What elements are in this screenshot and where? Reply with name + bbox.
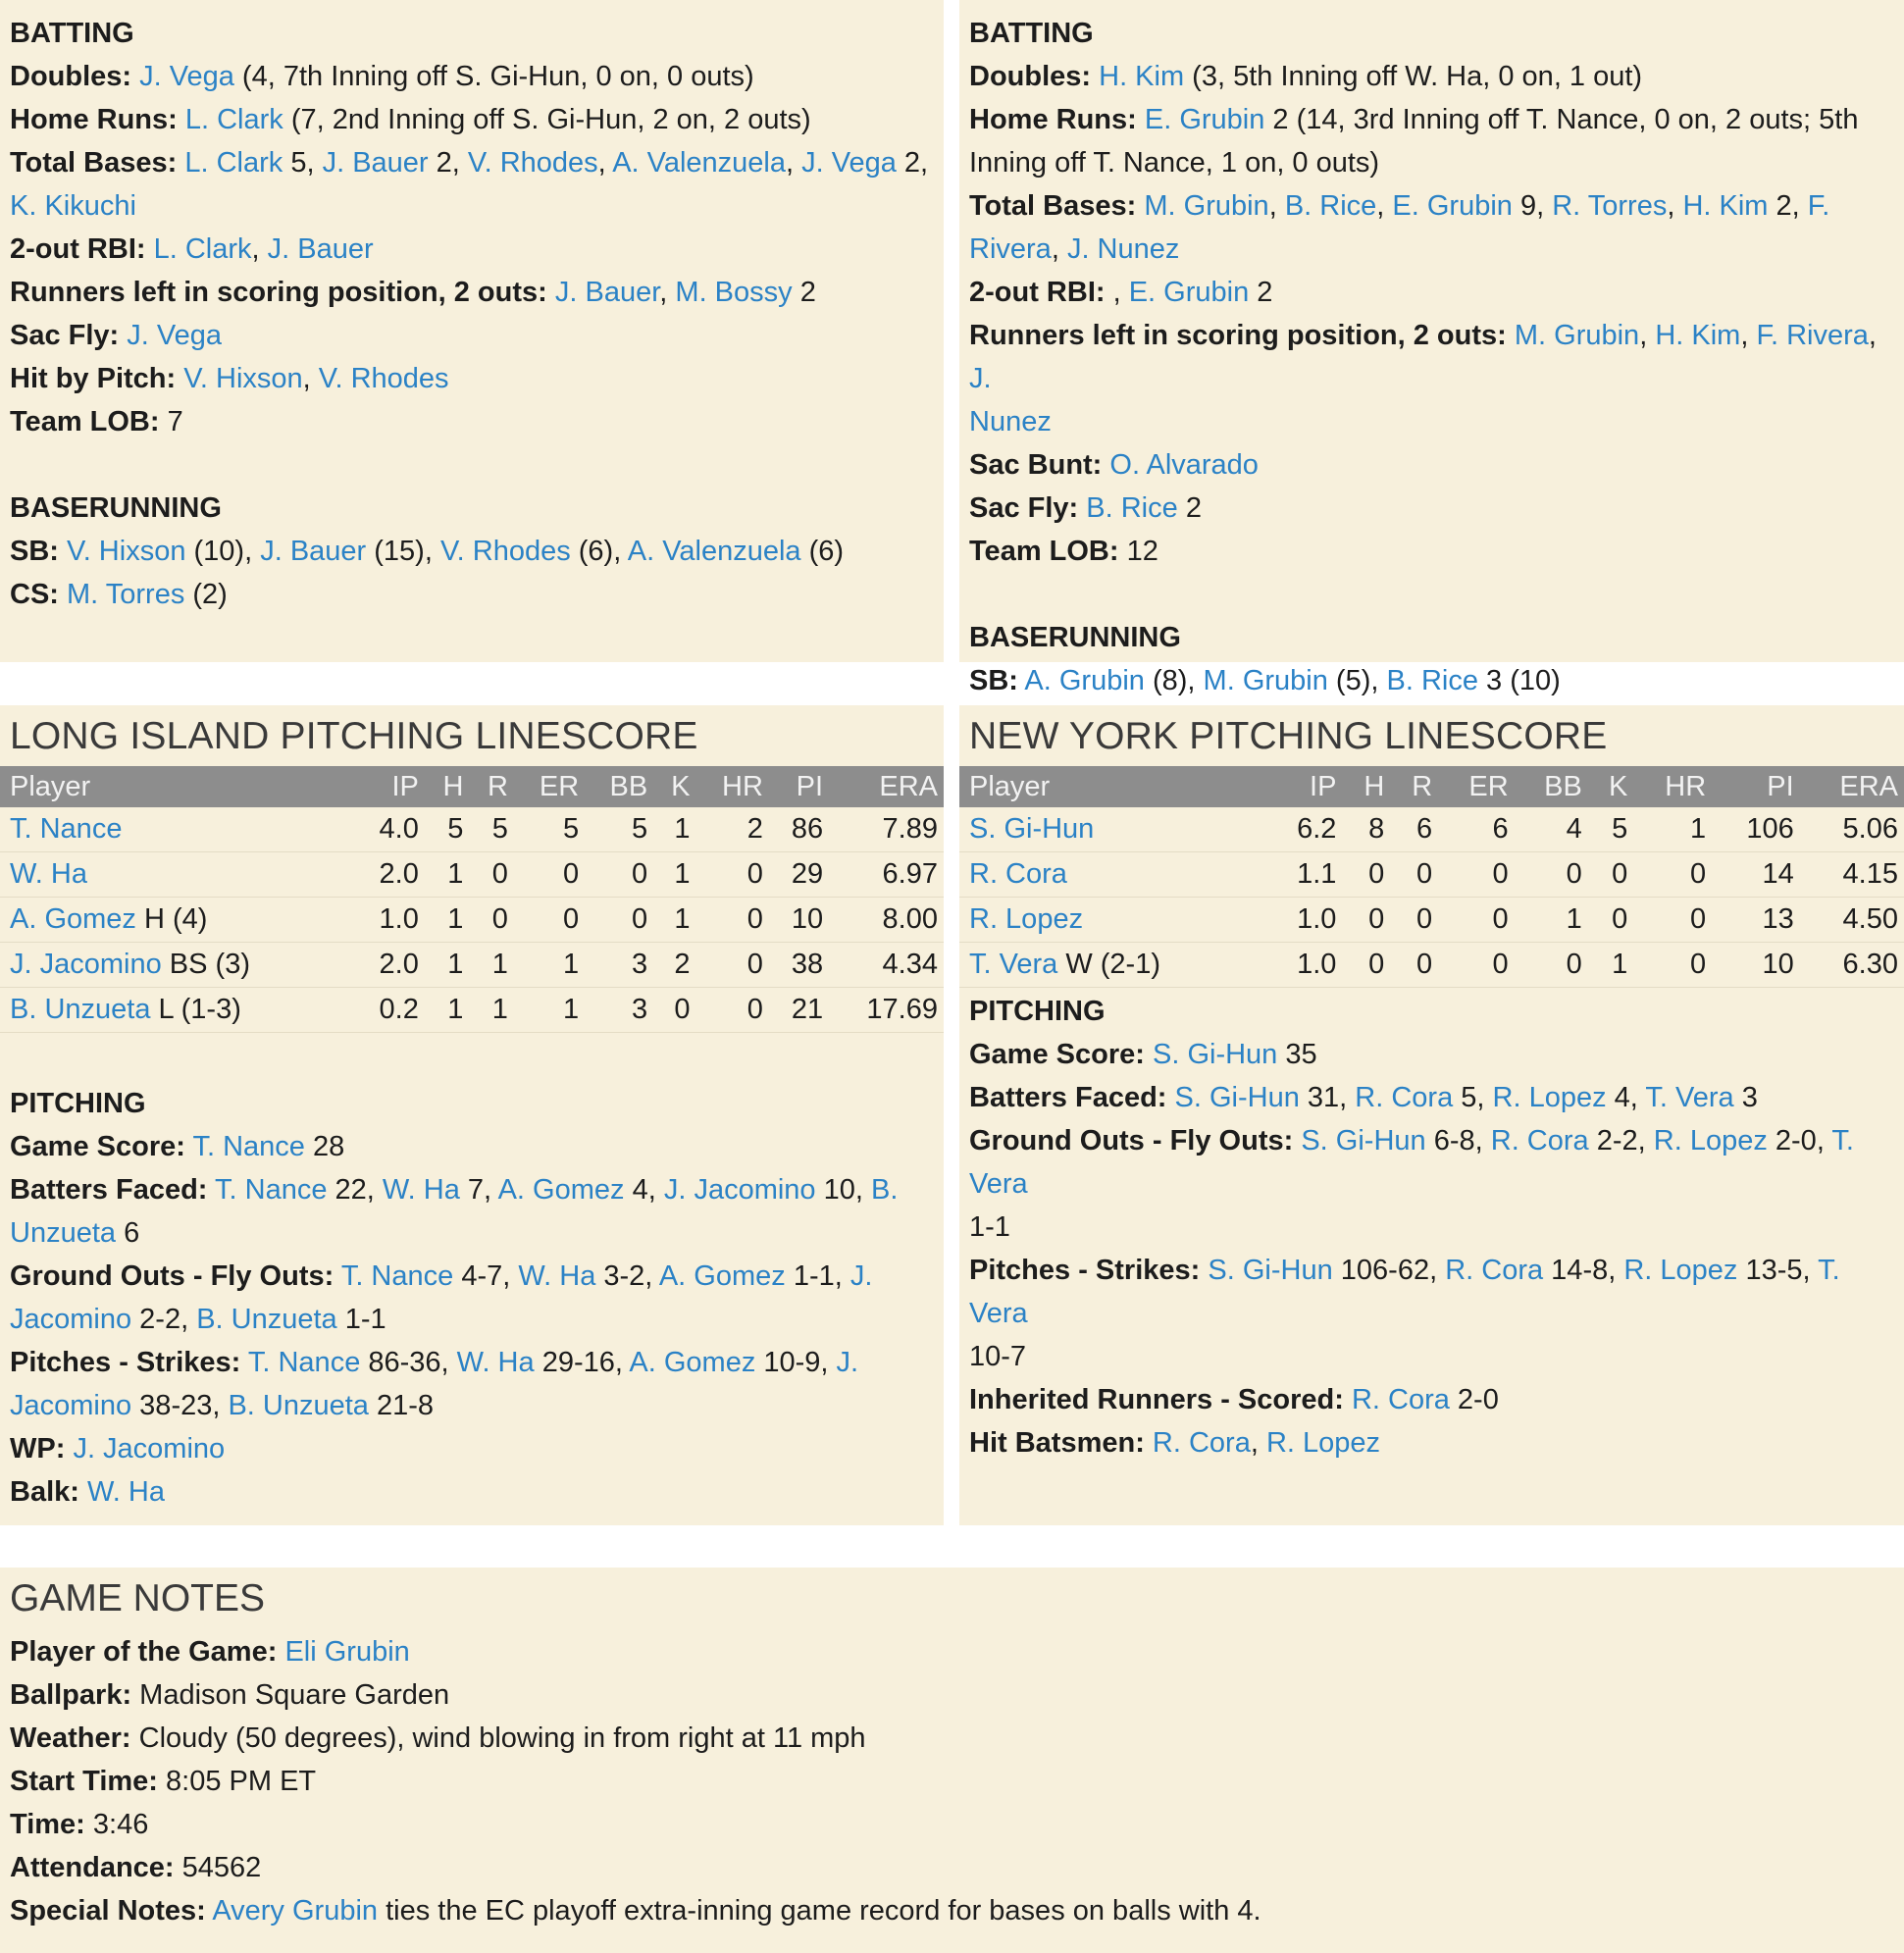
player-link[interactable]: J. Bauer	[267, 233, 374, 265]
stat-cell-k: 0	[1588, 852, 1633, 898]
team-lob-line: Team LOB: 7	[10, 406, 183, 437]
batting-title: BATTING	[969, 18, 1094, 49]
table-row	[959, 807, 1904, 852]
player-link[interactable]: H. Kim	[1655, 320, 1741, 351]
risp-line: Runners left in scoring position, 2 outs: J. Bauer, M. Bossy 2	[10, 277, 816, 308]
player-link[interactable]: J. Jacomino	[10, 949, 162, 980]
stat-cell-ip: 2.0	[354, 943, 425, 988]
stat-cell-pi: 106	[1712, 807, 1800, 852]
col-header[interactable]: PI	[1712, 766, 1800, 807]
stat-cell-er: 0	[514, 898, 585, 943]
player-link[interactable]: V. Hixson	[183, 363, 303, 394]
col-header[interactable]: Player	[0, 766, 354, 807]
player-link[interactable]: F. Rivera	[1756, 320, 1869, 351]
long-island-pitching-panel	[0, 705, 944, 1525]
ballpark-line: Ballpark: Madison Square Garden	[10, 1679, 450, 1711]
stat-cell-hr: 0	[1633, 852, 1712, 898]
player-of-game-line: Player of the Game: Eli Grubin	[10, 1636, 410, 1668]
baserunning-title: BASERUNNING	[969, 622, 1181, 653]
player-link[interactable]: R. Lopez	[1492, 1082, 1607, 1113]
player-link[interactable]: A. Gomez	[10, 903, 136, 935]
table-header-row	[0, 766, 944, 807]
player-link[interactable]: J. Nunez	[1066, 233, 1180, 265]
stat-cell-ip: 6.2	[1266, 807, 1343, 852]
player-cell	[959, 943, 1266, 988]
stat-cell-k: 1	[653, 898, 695, 943]
player-link[interactable]: T. Nance	[192, 1131, 305, 1162]
player-link[interactable]: W. Ha	[86, 1476, 165, 1508]
player-link[interactable]: M. Bossy	[675, 277, 793, 308]
player-link[interactable]: J. Vega	[801, 147, 897, 179]
total-bases-line: Total Bases: M. Grubin, B. Rice, E. Grubin 9, R. Torres, H. Kim 2, F.	[969, 190, 1830, 222]
stat-cell-h: 1	[425, 988, 470, 1033]
player-link[interactable]: W. Ha	[10, 858, 87, 890]
stat-cell-era: 6.30	[1800, 943, 1904, 988]
player-link[interactable]: J.	[836, 1347, 859, 1378]
stat-cell-pi: 29	[769, 852, 829, 898]
total-bases-line-cont	[10, 184, 934, 228]
stat-cell-era: 4.50	[1800, 898, 1904, 943]
pitching-linescore-table	[959, 766, 1904, 988]
player-link[interactable]: A. Valenzuela	[627, 536, 801, 567]
stat-cell-er: 1	[514, 943, 585, 988]
home-runs-line: Home Runs: E. Grubin 2 (14, 3rd Inning off T. Nance, 0 on, 2 outs; 5th	[969, 104, 1859, 135]
player-cell	[0, 807, 354, 852]
hit-by-pitch-line: Hit by Pitch: V. Hixson, V. Rhodes	[10, 363, 449, 394]
col-header[interactable]: ER	[1438, 766, 1515, 807]
inherited-runners-line: Inherited Runners - Scored: R. Cora 2-0	[969, 1384, 1499, 1415]
player-link[interactable]: O. Alvarado	[1109, 449, 1259, 481]
total-bases-line: Total Bases: L. Clark 5, J. Bauer 2, V. Rhodes, A. Valenzuela, J. Vega 2,	[10, 147, 929, 179]
player-link[interactable]: A. Gomez	[497, 1174, 625, 1206]
new-york-batting-panel	[959, 0, 1904, 696]
col-header[interactable]: R	[1390, 766, 1438, 807]
player-link[interactable]: R. Cora	[1445, 1255, 1544, 1286]
player-link[interactable]: W. Ha	[382, 1174, 460, 1206]
player-link[interactable]: K. Kikuchi	[10, 190, 136, 222]
player-cell	[0, 943, 354, 988]
stat-cell-era: 6.97	[829, 852, 944, 898]
new-york-pitching-panel	[959, 705, 1904, 1525]
player-link[interactable]: R. Cora	[1490, 1125, 1589, 1156]
player-link[interactable]: M. Grubin	[1144, 190, 1269, 222]
home-runs-line-cont: Inning off T. Nance, 1 on, 0 outs)	[969, 147, 1380, 179]
col-header[interactable]: HR	[695, 766, 768, 807]
player-link[interactable]: J.	[849, 1260, 873, 1292]
table-row	[959, 943, 1904, 988]
table-header-row	[959, 766, 1904, 807]
stat-cell-ip: 2.0	[354, 852, 425, 898]
player-link[interactable]: E. Grubin	[1392, 190, 1513, 222]
stat-cell-k: 1	[653, 852, 695, 898]
baserunning-title: BASERUNNING	[10, 492, 222, 524]
stat-cell-bb: 0	[585, 852, 653, 898]
player-link[interactable]: S. Gi-Hun	[1208, 1255, 1333, 1286]
long-island-batting-panel	[0, 0, 944, 662]
player-link[interactable]: L. Clark	[184, 104, 283, 135]
col-header[interactable]: K	[653, 766, 695, 807]
stat-cell-r: 6	[1390, 807, 1438, 852]
stat-cell-hr: 2	[695, 807, 768, 852]
stat-cell-hr: 0	[695, 943, 768, 988]
game-score-line: Game Score: S. Gi-Hun 35	[969, 1039, 1317, 1070]
stolen-bases-line: SB: V. Hixson (10), J. Bauer (15), V. Rhodes (6), A. Valenzuela (6)	[10, 536, 845, 567]
col-header[interactable]: K	[1588, 766, 1633, 807]
player-link[interactable]: V. Rhodes	[467, 147, 598, 179]
table-row	[0, 852, 944, 898]
stat-cell-ip: 1.0	[1266, 898, 1343, 943]
stat-cell-bb: 3	[585, 943, 653, 988]
stat-cell-ip: 0.2	[354, 988, 425, 1033]
doubles-line: Doubles: H. Kim (3, 5th Inning off W. Ha, 0 on, 1 out)	[969, 61, 1643, 92]
stat-cell-r: 0	[1390, 852, 1438, 898]
player-link[interactable]: S. Gi-Hun	[1152, 1039, 1278, 1070]
stat-cell-pi: 21	[769, 988, 829, 1033]
ground-fly-outs-line: Ground Outs - Fly Outs: S. Gi-Hun 6-8, R. Cora 2-2, R. Lopez 2-0, T. Vera	[969, 1125, 1854, 1200]
batting-title: BATTING	[10, 18, 134, 49]
player-link[interactable]: F.	[1807, 190, 1830, 222]
risp-line-cont	[969, 400, 1894, 443]
stat-cell-er: 6	[1438, 807, 1515, 852]
col-header[interactable]: IP	[1266, 766, 1343, 807]
stat-cell-k: 0	[1588, 898, 1633, 943]
stat-cell-hr: 0	[1633, 943, 1712, 988]
caught-stealing-line: CS: M. Torres (2)	[10, 579, 228, 610]
pitches-strikes-line-cont: Jacomino 38-23, B. Unzueta 21-8	[10, 1390, 435, 1421]
player-link[interactable]: Nunez	[969, 406, 1052, 437]
player-link[interactable]: J. Vega	[139, 61, 234, 92]
player-link[interactable]: Eli Grubin	[284, 1636, 410, 1668]
player-link[interactable]: T. Vera	[1645, 1082, 1734, 1113]
table-row	[959, 852, 1904, 898]
stat-cell-r: 0	[469, 852, 514, 898]
table-row	[959, 898, 1904, 943]
player-link[interactable]: T. Nance	[247, 1347, 361, 1378]
stat-cell-r: 0	[1390, 943, 1438, 988]
game-score-line: Game Score: T. Nance 28	[10, 1131, 345, 1162]
player-link[interactable]: A. Valenzuela	[612, 147, 786, 179]
player-link[interactable]: S. Gi-Hun	[1301, 1125, 1426, 1156]
stat-cell-bb: 3	[585, 988, 653, 1033]
stat-cell-hr: 1	[1633, 807, 1712, 852]
player-link[interactable]: B. Unzueta	[228, 1390, 369, 1421]
linescore-title: LONG ISLAND PITCHING LINESCORE	[10, 715, 698, 757]
col-header[interactable]: H	[1342, 766, 1390, 807]
player-link[interactable]: R. Lopez	[1265, 1427, 1381, 1459]
col-header[interactable]: ERA	[829, 766, 944, 807]
table-row	[0, 943, 944, 988]
stat-cell-r: 0	[1390, 898, 1438, 943]
attendance-line: Attendance: 54562	[10, 1852, 262, 1883]
stat-cell-ip: 1.0	[354, 898, 425, 943]
sac-bunt-line: Sac Bunt: O. Alvarado	[969, 449, 1259, 481]
stat-cell-pi: 13	[1712, 898, 1800, 943]
player-link[interactable]: M. Grubin	[1514, 320, 1640, 351]
stat-cell-k: 1	[653, 807, 695, 852]
player-link[interactable]: B. Rice	[1386, 665, 1478, 696]
ground-fly-outs-line-cont: Jacomino 2-2, B. Unzueta 1-1	[10, 1304, 386, 1335]
player-link[interactable]: W. Ha	[456, 1347, 535, 1378]
stat-cell-era: 4.34	[829, 943, 944, 988]
player-link[interactable]: T. Nance	[10, 813, 123, 845]
ground-fly-outs-line-cont: 1-1	[969, 1211, 1010, 1243]
stat-cell-bb: 0	[1515, 852, 1588, 898]
player-link[interactable]: S. Gi-Hun	[969, 813, 1095, 845]
pitches-strikes-line: Pitches - Strikes: S. Gi-Hun 106-62, R. Cora 14-8, R. Lopez 13-5, T. Vera	[969, 1255, 1840, 1329]
player-link[interactable]: W. Ha	[518, 1260, 596, 1292]
sac-fly-line: Sac Fly: J. Vega	[10, 320, 223, 351]
stat-cell-h: 1	[425, 943, 470, 988]
stat-cell-h: 5	[425, 807, 470, 852]
two-out-rbi-line: 2-out RBI: L. Clark, J. Bauer	[10, 233, 374, 265]
risp-line: Runners left in scoring position, 2 outs: M. Grubin, H. Kim, F. Rivera, J.	[969, 320, 1877, 394]
game-notes-title: GAME NOTES	[10, 1577, 266, 1619]
player-link[interactable]: T. Vera	[969, 949, 1058, 980]
pitches-strikes-line: Pitches - Strikes: T. Nance 86-36, W. Ha 29-16, A. Gomez 10-9, J.	[10, 1347, 859, 1378]
player-link[interactable]: Jacomino	[10, 1304, 132, 1335]
stat-cell-h: 1	[425, 852, 470, 898]
stat-cell-era: 5.06	[1800, 807, 1904, 852]
player-link[interactable]: Unzueta	[10, 1217, 117, 1249]
player-link[interactable]: T. Vera	[969, 1255, 1840, 1329]
player-link[interactable]: B.	[871, 1174, 899, 1206]
stat-cell-k: 1	[1588, 943, 1633, 988]
player-link[interactable]: R. Lopez	[1653, 1125, 1768, 1156]
col-header[interactable]: IP	[354, 766, 425, 807]
player-link[interactable]: L. Clark	[184, 147, 283, 179]
stat-cell-bb: 1	[1515, 898, 1588, 943]
player-link[interactable]: L. Clark	[153, 233, 252, 265]
stat-cell-r: 5	[469, 807, 514, 852]
col-header[interactable]: BB	[585, 766, 653, 807]
player-link[interactable]: S. Gi-Hun	[1174, 1082, 1300, 1113]
table-row	[0, 807, 944, 852]
total-bases-line-cont: Rivera, J. Nunez	[969, 233, 1180, 265]
stat-cell-er: 5	[514, 807, 585, 852]
stat-cell-pi: 10	[769, 898, 829, 943]
game-time-line: Time: 3:46	[10, 1809, 149, 1840]
stat-cell-hr: 0	[1633, 898, 1712, 943]
player-link[interactable]: Jacomino	[10, 1390, 132, 1421]
player-link[interactable]: R. Lopez	[1623, 1255, 1738, 1286]
batters-faced-line: Batters Faced: T. Nance 22, W. Ha 7, A. Gomez 4, J. Jacomino 10, B.	[10, 1174, 899, 1206]
hit-batsmen-line: Hit Batsmen: R. Cora, R. Lopez	[969, 1427, 1381, 1459]
weather-line: Weather: Cloudy (50 degrees), wind blowing in from right at 11 mph	[10, 1722, 866, 1754]
player-link[interactable]: J. Vega	[127, 320, 223, 351]
player-link[interactable]: R. Cora	[1355, 1082, 1454, 1113]
stat-cell-h: 8	[1342, 807, 1390, 852]
batters-faced-line: Batters Faced: S. Gi-Hun 31, R. Cora 5, R. Lopez 4, T. Vera 3	[969, 1082, 1758, 1113]
stat-cell-pi: 14	[1712, 852, 1800, 898]
start-time-line: Start Time: 8:05 PM ET	[10, 1766, 317, 1797]
player-link[interactable]: T. Nance	[215, 1174, 328, 1206]
stat-cell-era: 4.15	[1800, 852, 1904, 898]
stat-cell-pi: 10	[1712, 943, 1800, 988]
player-link[interactable]: E. Grubin	[1144, 104, 1265, 135]
stat-cell-er: 0	[1438, 898, 1515, 943]
col-header[interactable]: ER	[514, 766, 585, 807]
player-link[interactable]: B. Unzueta	[196, 1304, 337, 1335]
player-link[interactable]: R. Cora	[1351, 1384, 1450, 1415]
doubles-line: Doubles: J. Vega (4, 7th Inning off S. Gi-Hun, 0 on, 0 outs)	[10, 61, 754, 92]
player-link[interactable]: V. Rhodes	[439, 536, 571, 567]
player-link[interactable]: J. Bauer	[322, 147, 429, 179]
pitching-title: PITCHING	[10, 1088, 146, 1119]
wild-pitch-line: WP: J. Jacomino	[10, 1433, 226, 1465]
game-notes-panel	[0, 1568, 1904, 1953]
stat-cell-h: 0	[1342, 898, 1390, 943]
stolen-bases-line: SB: A. Grubin (8), M. Grubin (5), B. Rice 3 (10)	[969, 665, 1561, 696]
stat-cell-hr: 0	[695, 898, 768, 943]
pitching-linescore-table	[0, 766, 944, 1033]
stat-cell-era: 8.00	[829, 898, 944, 943]
player-link[interactable]: R. Cora	[969, 858, 1067, 890]
sac-fly-line: Sac Fly: B. Rice 2	[969, 492, 1202, 524]
stat-cell-er: 0	[1438, 852, 1515, 898]
stat-cell-bb: 5	[585, 807, 653, 852]
stat-cell-r: 0	[469, 898, 514, 943]
player-link[interactable]: B. Rice	[1086, 492, 1178, 524]
stat-cell-bb: 4	[1515, 807, 1588, 852]
stat-cell-bb: 0	[585, 898, 653, 943]
player-link[interactable]: J. Jacomino	[663, 1174, 816, 1206]
player-link[interactable]: J.	[969, 363, 992, 394]
player-link[interactable]: J. Bauer	[554, 277, 660, 308]
player-link[interactable]: Rivera	[969, 233, 1052, 265]
player-link[interactable]: B. Unzueta	[10, 994, 151, 1025]
col-header[interactable]: PI	[769, 766, 829, 807]
player-cell	[0, 898, 354, 943]
player-cell	[959, 898, 1266, 943]
stat-cell-k: 0	[653, 988, 695, 1033]
col-header[interactable]: ERA	[1800, 766, 1904, 807]
stat-cell-ip: 1.1	[1266, 852, 1343, 898]
stat-cell-bb: 0	[1515, 943, 1588, 988]
col-header[interactable]: Player	[959, 766, 1266, 807]
player-link[interactable]: R. Lopez	[969, 903, 1084, 935]
pitching-title: PITCHING	[969, 996, 1106, 1027]
col-header[interactable]: R	[469, 766, 514, 807]
stat-cell-ip: 1.0	[1266, 943, 1343, 988]
player-cell	[0, 988, 354, 1033]
player-link[interactable]: T. Vera	[969, 1125, 1854, 1200]
player-link[interactable]: H. Kim	[1682, 190, 1769, 222]
col-header[interactable]: H	[425, 766, 470, 807]
player-link[interactable]: B. Rice	[1284, 190, 1377, 222]
player-link[interactable]: Avery Grubin	[212, 1895, 379, 1927]
special-notes-line: Special Notes: Avery Grubin ties the EC playoff extra-inning game record for bases on balls with 4.	[10, 1895, 1261, 1927]
stat-cell-h: 0	[1342, 943, 1390, 988]
stat-cell-h: 0	[1342, 852, 1390, 898]
col-header[interactable]: HR	[1633, 766, 1712, 807]
player-link[interactable]: J. Bauer	[260, 536, 367, 567]
balk-line: Balk: W. Ha	[10, 1476, 165, 1508]
stat-cell-k: 5	[1588, 807, 1633, 852]
player-cell	[959, 852, 1266, 898]
linescore-title: NEW YORK PITCHING LINESCORE	[969, 715, 1608, 757]
stat-cell-r: 1	[469, 943, 514, 988]
stat-cell-h: 1	[425, 898, 470, 943]
stat-cell-er: 0	[1438, 943, 1515, 988]
col-header[interactable]: BB	[1515, 766, 1588, 807]
batters-faced-line-cont: Unzueta 6	[10, 1217, 140, 1249]
home-runs-line: Home Runs: L. Clark (7, 2nd Inning off S. Gi-Hun, 2 on, 2 outs)	[10, 104, 811, 135]
pitches-strikes-line-cont: 10-7	[969, 1341, 1027, 1372]
stat-cell-hr: 0	[695, 852, 768, 898]
stat-cell-er: 0	[514, 852, 585, 898]
player-link[interactable]: A. Gomez	[658, 1260, 786, 1292]
player-link[interactable]: A. Gomez	[629, 1347, 756, 1378]
player-link[interactable]: E. Grubin	[1128, 277, 1250, 308]
decision-note: W (2-1)	[1057, 949, 1160, 980]
table-row	[0, 898, 944, 943]
stat-cell-er: 1	[514, 988, 585, 1033]
stat-cell-k: 2	[653, 943, 695, 988]
player-link[interactable]: M. Grubin	[1203, 665, 1328, 696]
player-cell	[0, 852, 354, 898]
team-lob-line: Team LOB: 12	[969, 536, 1158, 567]
stat-cell-era: 7.89	[829, 807, 944, 852]
player-link[interactable]: V. Hixson	[67, 536, 186, 567]
player-link[interactable]: M. Torres	[67, 579, 185, 610]
stat-cell-r: 1	[469, 988, 514, 1033]
decision-note: L (1-3)	[150, 994, 241, 1025]
player-link[interactable]: R. Cora	[1152, 1427, 1251, 1459]
player-cell	[959, 807, 1266, 852]
player-link[interactable]: R. Torres	[1552, 190, 1668, 222]
stat-cell-pi: 38	[769, 943, 829, 988]
decision-note: BS (3)	[161, 949, 250, 980]
player-link[interactable]: A. Grubin	[1024, 665, 1145, 696]
player-link[interactable]: J. Jacomino	[73, 1433, 226, 1465]
player-link[interactable]: T. Nance	[340, 1260, 454, 1292]
stat-cell-pi: 86	[769, 807, 829, 852]
player-link[interactable]: V. Rhodes	[318, 363, 449, 394]
two-out-rbi-line: 2-out RBI: , E. Grubin 2	[969, 277, 1273, 308]
player-link[interactable]: H. Kim	[1099, 61, 1185, 92]
stat-cell-hr: 0	[695, 988, 768, 1033]
stat-cell-era: 17.69	[829, 988, 944, 1033]
ground-fly-outs-line: Ground Outs - Fly Outs: T. Nance 4-7, W. Ha 3-2, A. Gomez 1-1, J.	[10, 1260, 873, 1292]
table-row	[0, 988, 944, 1033]
stat-cell-ip: 4.0	[354, 807, 425, 852]
decision-note: H (4)	[135, 903, 208, 935]
